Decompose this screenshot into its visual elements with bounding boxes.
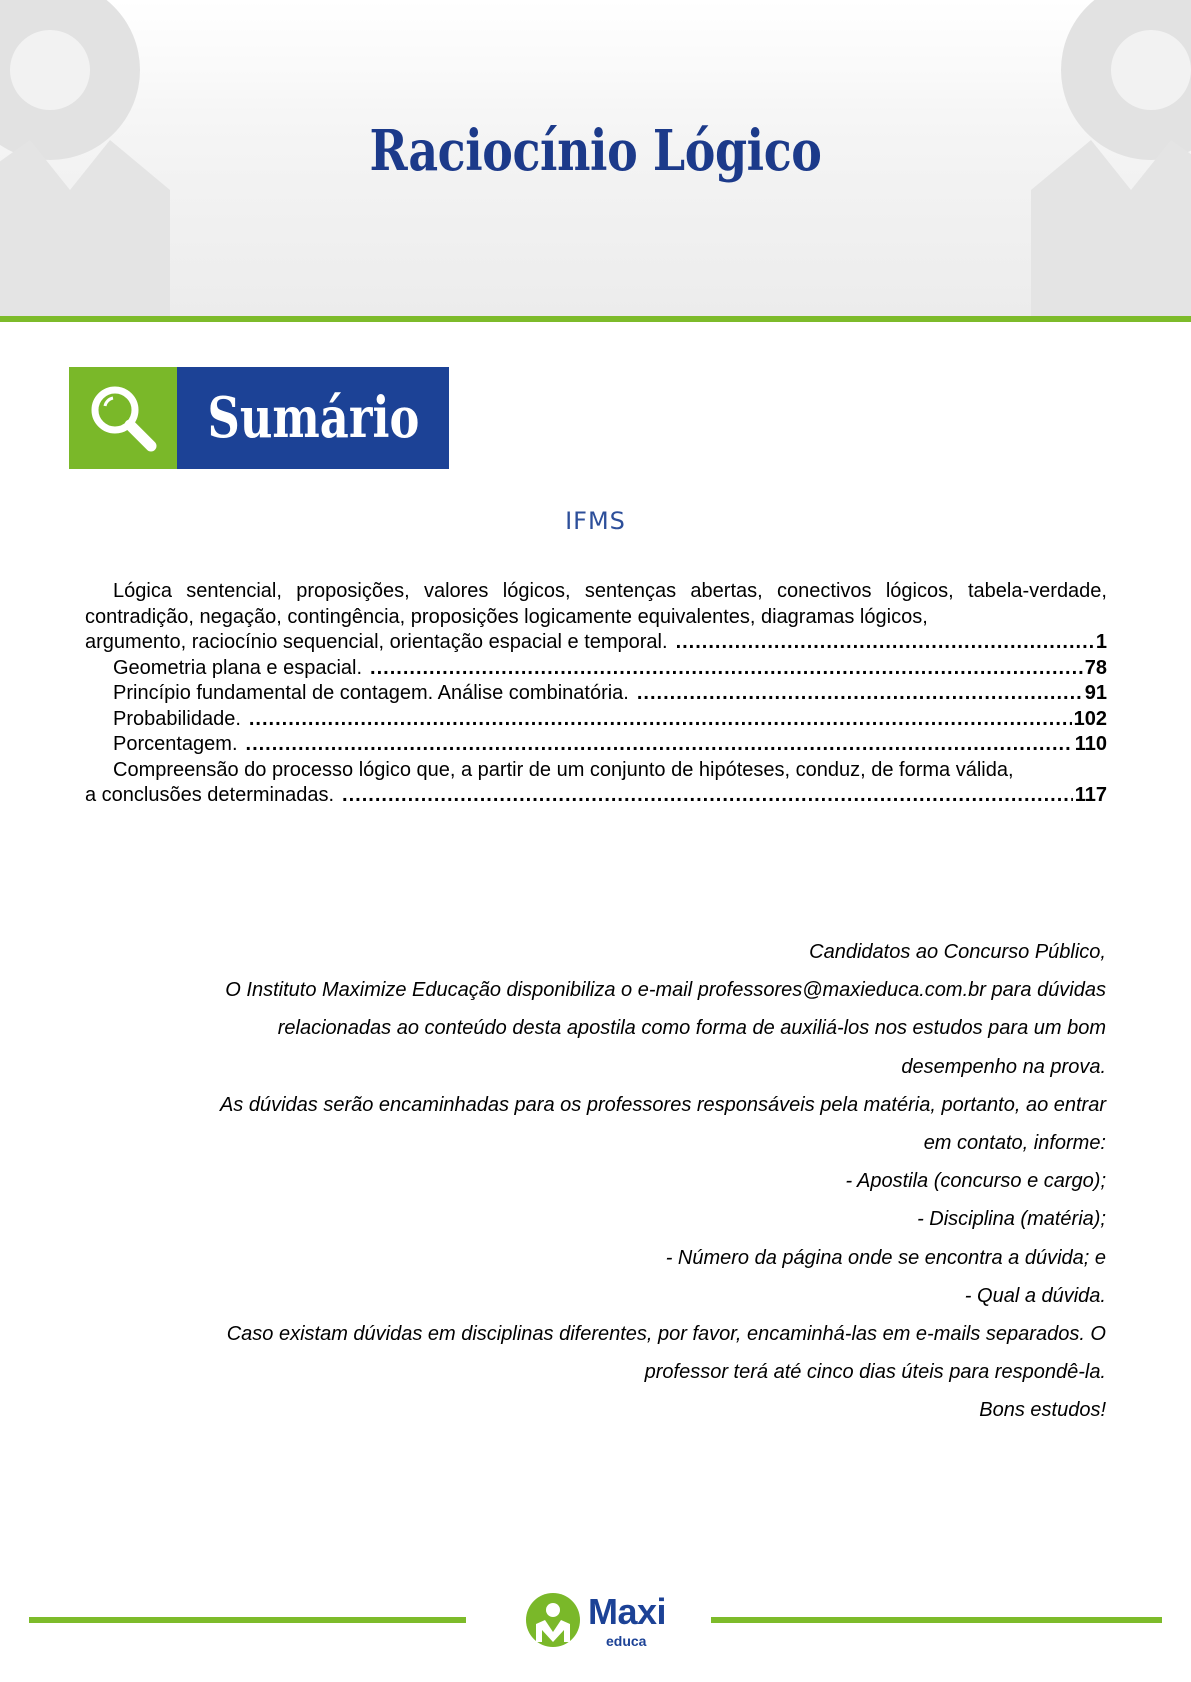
sumario-label: Sumário [207,385,419,451]
toc-entry-text: Geometria plana e espacial. [113,656,363,679]
toc-leader [370,656,1083,682]
toc-entry[interactable] [85,707,1107,733]
toc-entry[interactable] [85,681,1107,707]
toc-entry[interactable] [85,732,1107,758]
toc-entry-text: Porcentagem. [113,733,238,755]
toc-leader [249,707,1072,733]
notice-line: em contato, informe: [923,1132,1106,1155]
footer-divider-right [711,1617,1162,1623]
toc-page-number: 91 [1084,682,1107,704]
footer-divider-left [29,1617,466,1623]
toc-leader [246,732,1073,758]
toc-entry-text: Princípio fundamental de contagem. Análise combinatória. [113,682,629,704]
toc-entry-tail: a conclusões determinadas. [85,784,335,806]
toc-entry-tail: argumento, raciocínio sequencial, orientação espacial e temporal. [85,631,668,653]
notice-line: O Instituto Maximize Educação disponibiliza o e-mail professores@maxieduca.com.br para dúvidas [225,979,1106,1002]
maxi-logo-subtext: educa [606,1633,647,1649]
header-divider [0,316,1191,322]
toc-leader [676,630,1094,656]
notice-line: relacionadas ao conteúdo desta apostila como forma de auxiliá-los nos estudos para um bom [277,1017,1106,1040]
notice-line: desempenho na prova. [901,1055,1106,1078]
toc-entry-text: Compreensão do processo lógico que, a partir de um conjunto de hipóteses, conduz, de forma válida, [113,758,1014,781]
magnifier-icon [85,380,161,456]
document-title: Raciocínio Lógico [369,118,822,184]
sumario-banner [69,367,449,469]
page-footer [0,1585,1191,1655]
toc-page-number: 110 [1074,733,1107,755]
toc-entry-text: Probabilidade. [113,707,241,730]
maxi-logo-text: Maxi [588,1591,667,1632]
toc-page-number: 1 [1095,631,1107,653]
toc-entry[interactable] [85,656,1107,682]
notice-line: - Disciplina (matéria); [917,1208,1106,1231]
toc-leader [637,681,1083,707]
section-title: IFMS [565,507,626,535]
toc-page-number: 78 [1084,656,1107,679]
toc-entry[interactable] [85,758,1107,809]
toc-page-number: 117 [1074,784,1107,806]
notice-line: - Número da página onde se encontra a dúvida; e [665,1246,1106,1269]
toc-entry[interactable] [85,579,1107,656]
sumario-label-box [177,367,449,469]
sumario-icon-box [69,367,177,469]
toc-page-number: 102 [1073,707,1107,730]
table-of-contents [85,579,1107,809]
notice-line: Candidatos ao Concurso Público, [809,941,1106,963]
toc-entry-text: Lógica sentencial, proposições, valores lógicos, sentenças abertas, conectivos lógicos, tabela-verdade, contradição, negação, contingência, proposições logicamente equivalentes, diagramas lógicos, [85,580,1107,628]
notice-line: Caso existam dúvidas em disciplinas diferentes, por favor, encaminhá-las em e-mails separados. O [226,1323,1106,1346]
notice-line: - Qual a dúvida. [964,1284,1106,1307]
toc-leader [342,783,1073,809]
notice-line: - Apostila (concurso e cargo); [845,1170,1106,1193]
notice-line: As dúvidas serão encaminhadas para os professores responsáveis pela matéria, portanto, ao entrar [219,1093,1106,1116]
notice-line: Bons estudos! [979,1399,1106,1422]
notice-line: professor terá até cinco dias úteis para respondê-la. [644,1361,1106,1384]
page-header [0,0,1191,318]
contact-notice [106,933,1106,1430]
